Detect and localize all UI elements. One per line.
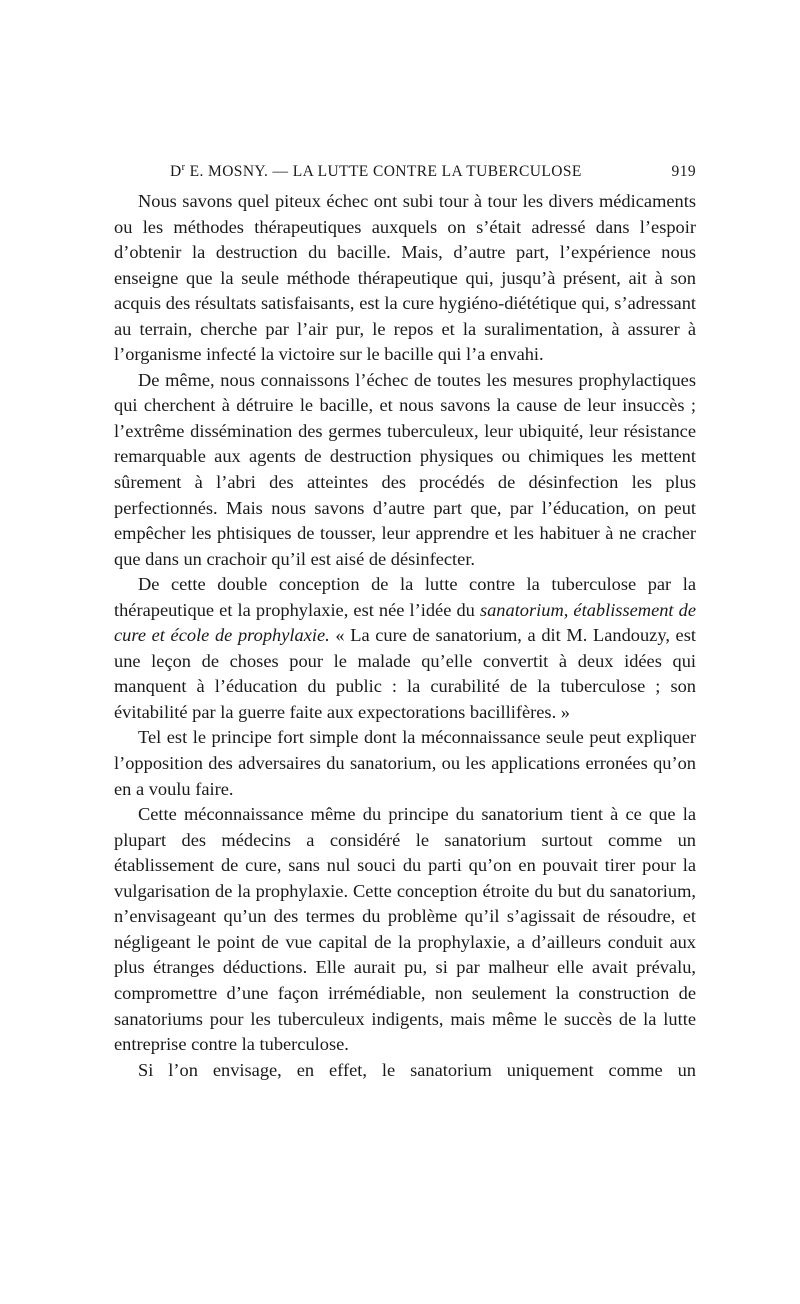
- author-superscript: r: [181, 161, 186, 173]
- running-head-text: E. MOSNY. — LA LUTTE CONTRE LA TUBERCULOSE: [185, 163, 582, 180]
- author-prefix: D: [170, 163, 182, 180]
- paragraph-3-before: De cette double conception de la lutte contre la tuberculose par la thérapeutique et la prophylaxie, est née l’idée du: [114, 574, 696, 620]
- page-number: 919: [671, 163, 696, 180]
- paragraph-4: Tel est le principe fort simple dont la méconnaissance seule peut expliquer l’opposition des adversaires du sanatorium, ou les applications erronées qu’on en a voulu faire.: [114, 727, 696, 799]
- running-head-title: [170, 163, 582, 181]
- paragraph-3-italic: sanatorium, établissement de cure et école de prophylaxie.: [114, 599, 696, 646]
- running-head: [114, 163, 696, 187]
- paragraph-2: De même, nous connaissons l’échec de toutes les mesures prophylactiques qui cherchent à détruire le bacille, et nous savons la cause de leur insuccès ; l’extrême dissémination des germes tuberculeux, leur ubiquité, leur résistance remarquable aux agents de destruction physiques ou chimiques les mettent sûrement à l’abri des atteintes des procédés de désinfection les plus perfectionnés. Mais nous savons d’autre part que, par l’éducation, on peut empêcher les phtisiques de tousser, leur apprendre et les habituer à ne cracher que dans un crachoir qu’il est aisé de désinfecter.: [114, 369, 696, 569]
- paragraph-6: Si l’on envisage, en effet, le sanatorium uniquement comme un: [138, 1059, 696, 1080]
- body-text: [114, 189, 696, 1083]
- paragraph-3: [114, 572, 696, 725]
- book-page: [114, 163, 696, 1083]
- paragraph-1: Nous savons quel piteux échec ont subi tour à tour les divers médicaments ou les méthodes thérapeutiques auxquels on s’était adressé dans l’espoir d’obtenir la destruction du bacille. Mais, d’autre part, l’expérience nous enseigne que la seule méthode thérapeutique qui, jusqu’à présent, ait à son acquis des résultats satisfaisants, est la cure hygiéno-diététique qui, s’adressant au terrain, cherche par l’air pur, le repos et la suralimentation, à assurer à l’organisme infecté la victoire sur le bacille qui l’a envahi.: [114, 191, 696, 365]
- paragraph-3-after: « La cure de sanatorium, a dit M. Landouzy, est une leçon de choses pour le malade qu’elle convertit à deux idées qui manquent à l’éducation du public : la curabilité de la tuberculose ; son évitabilité par la guerre faite aux expectorations bacillifères. »: [114, 625, 696, 722]
- paragraph-5: Cette méconnaissance même du principe du sanatorium tient à ce que la plupart des médecins a considéré le sanatorium surtout comme un établissement de cure, sans nul souci du parti qu’on en pouvait tirer pour la vulgarisation de la prophylaxie. Cette conception étroite du but du sanatorium, n’envisageant qu’un des termes du problème qu’il s’agissait de résoudre, et négligeant le point de vue capital de la prophylaxie, a d’ailleurs conduit aux plus étranges déductions. Elle aurait pu, si par malheur elle avait prévalu, compromettre d’une façon irrémédiable, non seulement la construction de sanatoriums pour les tuberculeux indigents, mais même le succès de la lutte entreprise contre la tuberculose.: [114, 804, 696, 1055]
